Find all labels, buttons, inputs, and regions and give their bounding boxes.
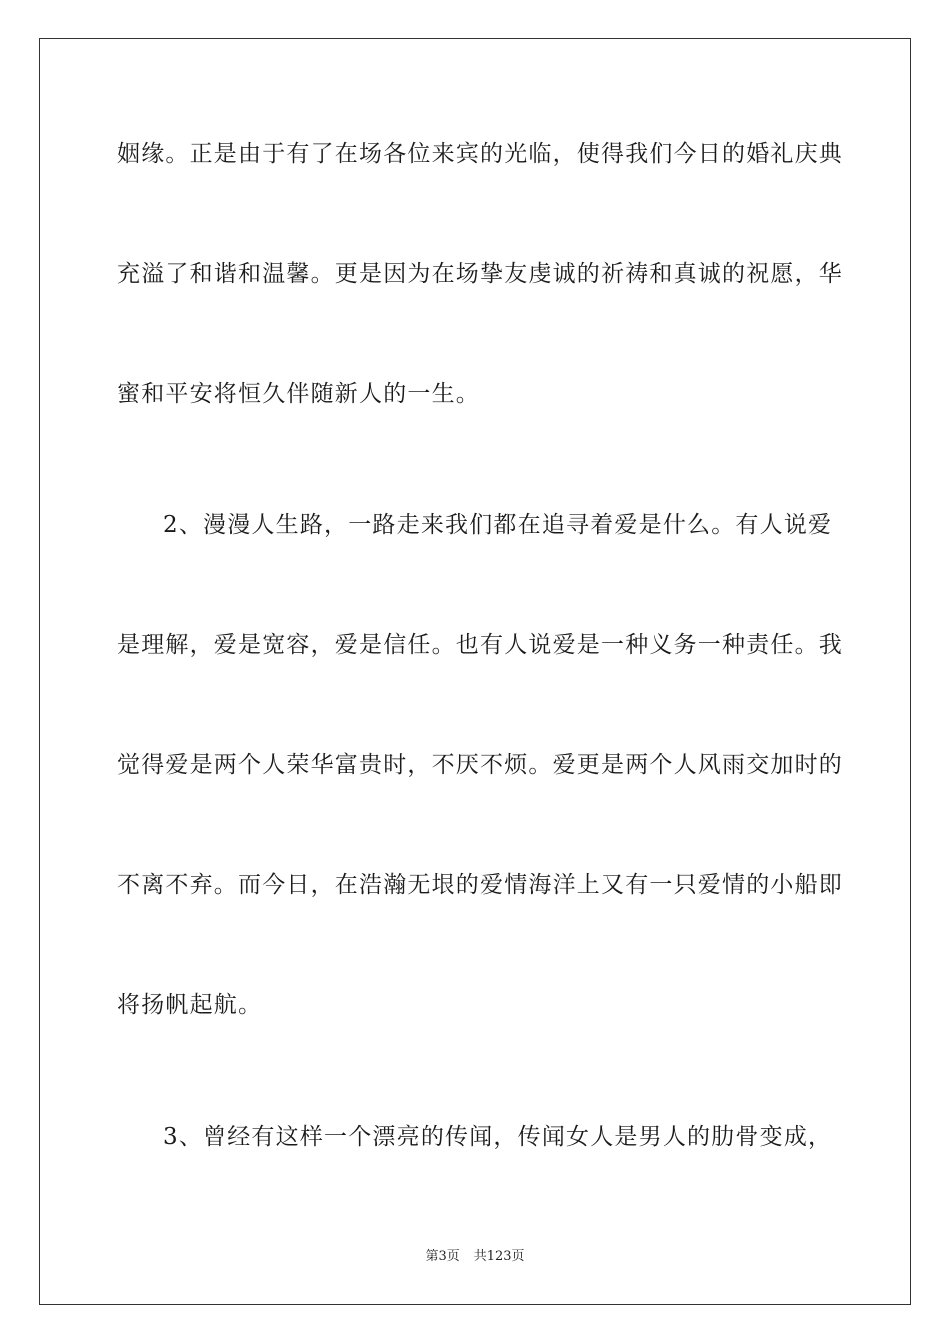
page-number: 第3页 [425,1249,460,1264]
paragraph-2-line-1: 2、漫漫人生路，一路走来我们都在追寻着爱是什么。有人说爱 [163,512,833,538]
page-border [39,38,911,1305]
paragraph-2-line-4: 不离不弃。而今日，在浩瀚无垠的爱情海洋上又有一只爱情的小船即 [117,872,843,898]
page-footer [0,1248,950,1266]
paragraph-2-line-2: 是理解，爱是宽容，爱是信任。也有人说爱是一种义务一种责任。我 [117,632,843,658]
paragraph-1-line-1: 姻缘。正是由于有了在场各位来宾的光临，使得我们今日的婚礼庆典 [117,141,843,167]
paragraph-1-line-2: 充溢了和谐和温馨。更是因为在场挚友虔诚的祈祷和真诚的祝愿，华 [117,261,843,287]
paragraph-1-line-3: 蜜和平安将恒久伴随新人的一生。 [117,381,480,407]
page-total: 共123页 [473,1249,525,1264]
paragraph-2-line-3: 觉得爱是两个人荣华富贵时，不厌不烦。爱更是两个人风雨交加时的 [117,752,843,778]
paragraph-3-line-1: 3、曾经有这样一个漂亮的传闻，传闻女人是男人的肋骨变成， [163,1124,833,1150]
paragraph-2-line-5: 将扬帆起航。 [117,992,263,1018]
